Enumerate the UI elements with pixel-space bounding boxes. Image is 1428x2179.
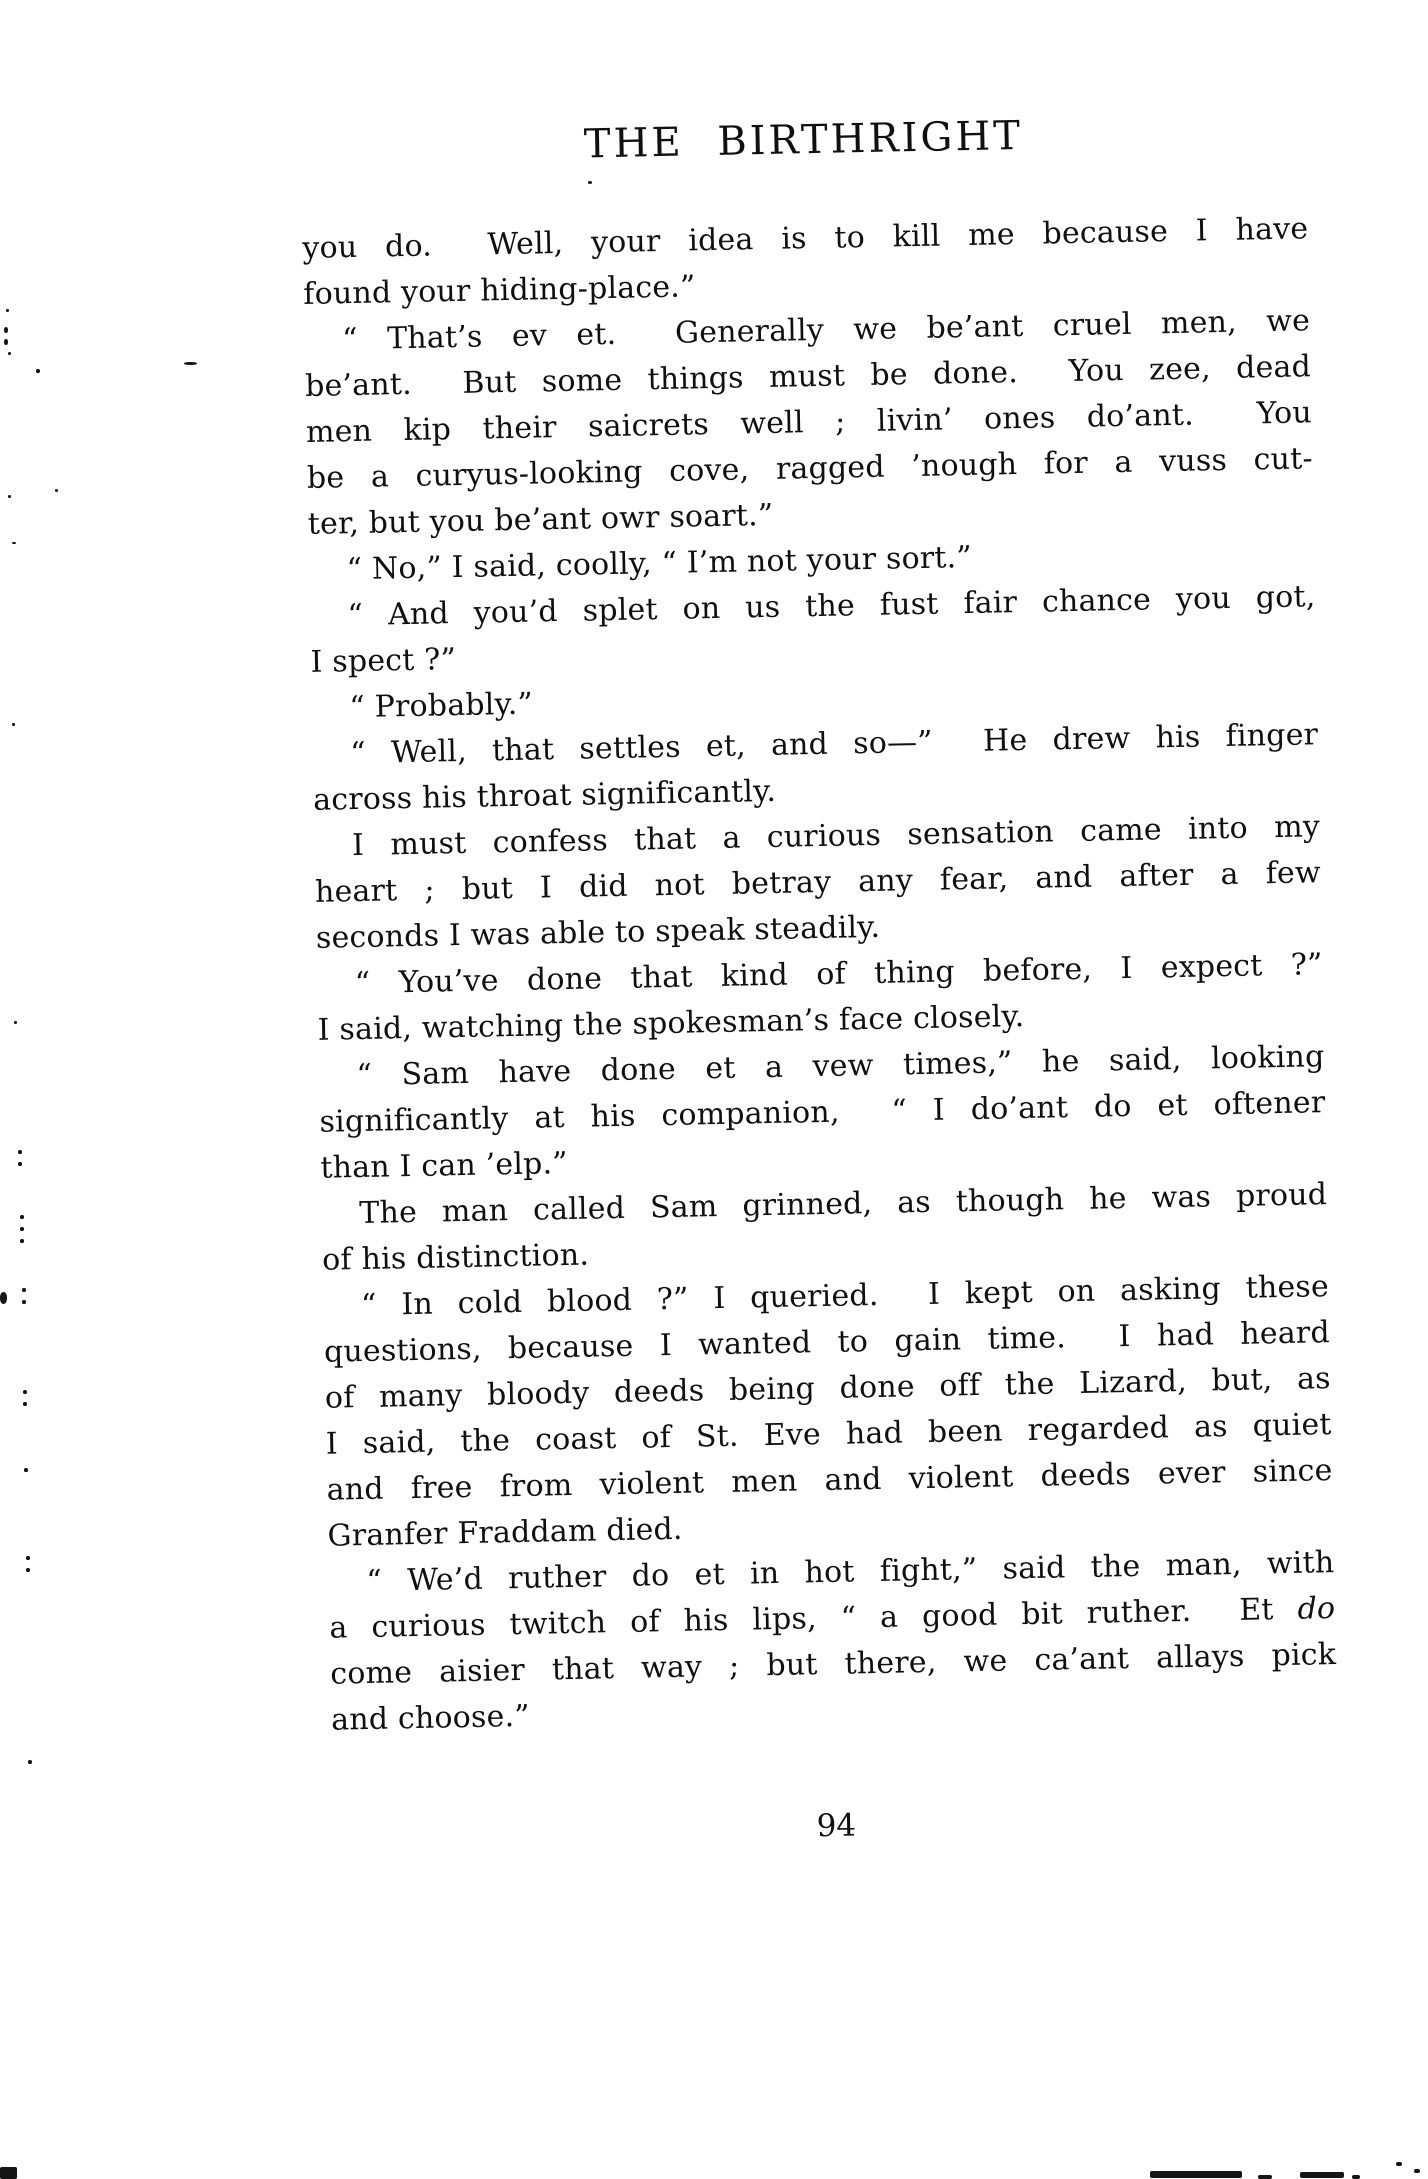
scan-speck bbox=[20, 1215, 24, 1219]
text-line: ter, but you be’ant owr soart.” bbox=[307, 497, 774, 542]
scan-speck bbox=[26, 1568, 30, 1572]
text-line: and choose.” bbox=[330, 1698, 531, 1738]
scan-smudge bbox=[1352, 2175, 1360, 2179]
scan-speck bbox=[12, 723, 15, 726]
text-line: “ We’d ruther do et in hot fight,” said the man, with bbox=[366, 1545, 1335, 1599]
text-line: The man called Sam grinned, as though he was proud bbox=[358, 1177, 1328, 1232]
text-line: “ Well, that settles et, and so—” He drew his finger bbox=[349, 717, 1319, 772]
scan-speck bbox=[4, 339, 8, 345]
scan-speck bbox=[184, 362, 197, 365]
page-scan-content bbox=[300, 104, 1340, 1853]
text-line: of many bloody deeds being done off the Lizard, but, as bbox=[324, 1361, 1332, 1416]
scan-speck bbox=[4, 327, 8, 333]
text-line: “ Sam have done et a vew times,” he said, looking bbox=[356, 1039, 1325, 1094]
scan-speck bbox=[8, 352, 11, 355]
scan-speck bbox=[12, 542, 16, 544]
scan-speck bbox=[6, 309, 9, 312]
text-line: “ You’ve done that kind of thing before, I expect ?” bbox=[354, 947, 1323, 1002]
scan-smudge bbox=[1396, 2162, 1402, 2166]
scan-speck bbox=[14, 1021, 17, 1024]
text-line: of his distinction. bbox=[321, 1237, 590, 1278]
scan-speck bbox=[20, 1227, 24, 1231]
text-line: a curious twitch of his lips, “ a good bit ruther. Et do bbox=[329, 1591, 1336, 1646]
scan-speck bbox=[28, 1760, 32, 1764]
scan-smudge bbox=[1414, 2169, 1420, 2173]
text-line: across his throat significantly. bbox=[312, 773, 777, 818]
italic-word: do bbox=[1297, 1591, 1336, 1627]
text-line: seconds I was able to speak steadily. bbox=[315, 909, 881, 956]
text-line: be a curyus-looking cove, ragged ’nough for a vuss cut- bbox=[306, 441, 1314, 496]
text-line: I said, the coast of St. Eve had been regarded as quiet bbox=[325, 1407, 1332, 1462]
text-line: I said, watching the spokesman’s face closely. bbox=[317, 999, 1025, 1048]
text-line: “ That’s ev et. Generally we be’ant cruel men, we bbox=[341, 303, 1311, 358]
text-line: I must confess that a curious sensation came into my bbox=[351, 809, 1321, 864]
scan-speck bbox=[18, 1150, 22, 1154]
text-line: you do. Well, your idea is to kill me because I have bbox=[302, 211, 1309, 266]
scan-speck bbox=[36, 369, 40, 373]
text-line: “ Probably.” bbox=[349, 686, 534, 726]
scan-speck bbox=[0, 1292, 7, 1304]
scan-speck bbox=[22, 1300, 26, 1304]
text-line: men kip their saicrets well ; livin’ ones do’ant. You bbox=[305, 395, 1313, 450]
text-line: questions, because I wanted to gain time. I had heard bbox=[323, 1315, 1331, 1370]
scan-smudge bbox=[1150, 2171, 1242, 2178]
scan-speck bbox=[23, 1390, 27, 1394]
text-line: significantly at his companion, “ I do’ant do et oftener bbox=[319, 1085, 1326, 1140]
scan-smudge bbox=[1258, 2175, 1272, 2179]
scan-speck bbox=[55, 489, 58, 492]
page-number: 94 bbox=[816, 1807, 857, 1845]
scan-speck bbox=[23, 1402, 27, 1406]
scan-speck bbox=[18, 1162, 22, 1166]
scan-speck bbox=[20, 1239, 24, 1243]
text-line: and free from violent men and violent deeds ever since bbox=[326, 1453, 1333, 1508]
text-line: “ And you’d splet on us the fust fair chance you got, bbox=[347, 579, 1316, 634]
scan-smudge bbox=[1300, 2172, 1344, 2178]
text-line: heart ; but I did not betray any fear, and after a few bbox=[314, 855, 1322, 910]
running-header-title: THE BIRTHRIGHT bbox=[583, 112, 1024, 168]
text-block bbox=[302, 206, 1337, 1743]
text-line: “ In cold blood ?” I queried. I kept on asking these bbox=[360, 1269, 1330, 1324]
scan-speck bbox=[8, 495, 11, 498]
text-line: “ No,” I said, coolly, “ I’m not your sort.” bbox=[346, 539, 973, 588]
text-line: found your hiding-place.” bbox=[302, 269, 696, 312]
scan-speck bbox=[26, 1556, 30, 1560]
text-line: I spect ?” bbox=[310, 642, 457, 680]
scan-smudge bbox=[0, 2167, 17, 2179]
text-line: than I can ’elp.” bbox=[320, 1145, 569, 1186]
scan-speck bbox=[22, 1288, 26, 1292]
text-line: Granfer Fraddam died. bbox=[327, 1511, 683, 1554]
text-line: be’ant. But some things must be done. You zee, dead bbox=[304, 349, 1312, 404]
text-line: come aisier that way ; but there, we ca’ant allays pick bbox=[329, 1637, 1337, 1692]
scan-speck bbox=[24, 1468, 28, 1472]
scan-speck bbox=[588, 181, 592, 184]
